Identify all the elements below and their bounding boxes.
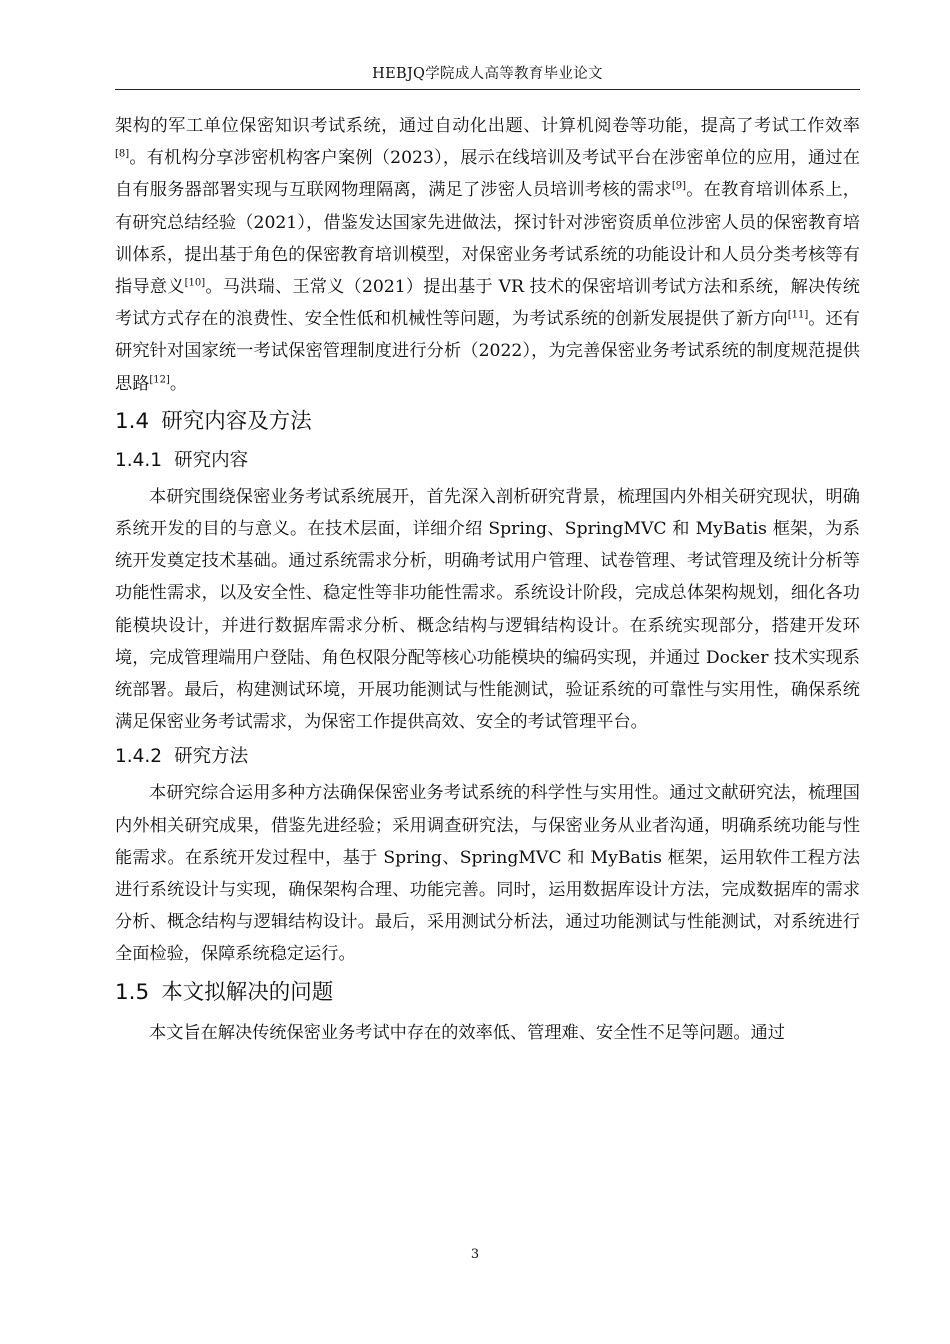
citation-8: [8] <box>115 148 130 160</box>
header-rule <box>115 89 860 90</box>
section-heading-1-5 <box>115 976 860 1010</box>
section-title: 研究内容及方法 <box>161 408 312 434</box>
text-run: 。 <box>169 373 188 394</box>
subsection-heading-1-4-1 <box>115 446 860 476</box>
paragraph-research-method: 本研究综合运用多种方法确保保密业务考试系统的科学性与实用性。通过文献研究法，梳理国内外相关研究成果，借鉴先进经验；采用调查研究法，与保密业务从业者沟通，明确系统功能与性能需求。在系统开发过程中，基于 Spring、SpringMVC 和 MyBatis 框架，运用软件工程方法进行系统设计与实现，确保架构合理、功能完善。同时，运用数据库设计方法，完成数据库的需求分析、概念结构与逻辑结构设计。最后，采用测试分析法，通过功能测试与性能测试，对系统进行全面检验，保障系统稳定运行。 <box>115 783 860 965</box>
text-run: 。在教育培训体系上，有研究总结经验（2021），借鉴发达国家先进做法，探讨针对涉密资质单位涉密人员的保密教育培训体系，提出基于角色的保密教育培训模型，对保密业务考试系统的功能设计和人员分类考核等有指导意义 <box>115 180 860 298</box>
paragraph-literature-review <box>115 110 860 400</box>
citation-12: [12] <box>149 373 170 385</box>
section-heading-1-4 <box>115 405 860 439</box>
section-number: 1.5 <box>115 979 150 1005</box>
text-run: 。还有研究针对国家统一考试保密管理制度进行分析（2022），为完善保密业务考试系统的制度规范提供思路 <box>115 309 860 394</box>
text-run: 。马洪瑞、王常义（2021）提出基于 VR 技术的保密培训考试方法和系统，解决传统考试方式存在的浪费性、安全性低和机械性等问题，为考试系统的创新发展提供了新方向 <box>115 277 860 330</box>
citation-10: [10] <box>184 277 206 289</box>
section-title: 本文拟解决的问题 <box>161 979 334 1005</box>
page-body <box>115 110 860 1049</box>
subsection-heading-1-4-2 <box>115 742 860 772</box>
section-title: 研究方法 <box>174 746 249 768</box>
citation-11: [11] <box>787 309 809 321</box>
running-header: HEBJQ学院成人高等教育毕业论文 <box>372 66 603 82</box>
text-run: 。有机构分享涉密机构客户案例（2023），展示在线培训及考试平台在涉密单位的应用，通过在自有服务器部署实现与互联网物理隔离，满足了涉密人员培训考核的需求 <box>115 148 860 201</box>
text-run: 架构的军工单位保密知识考试系统，通过自动化出题、计算机阅卷等功能，提高了考试工作效率 <box>115 116 860 136</box>
section-title: 研究内容 <box>174 449 249 471</box>
page-number: 3 <box>470 1247 480 1262</box>
paragraph-research-content: 本研究围绕保密业务考试系统展开，首先深入剖析研究背景，梳理国内外相关研究现状，明确系统开发的目的与意义。在技术层面，详细介绍 Spring、SpringMVC 和 MyBatis 框架，为系统开发奠定技术基础。通过系统需求分析，明确考试用户管理、试卷管理、考试管理及统计分析等功能性需求，以及安全性、稳定性等非功能性需求。系统设计阶段，完成总体架构规划，细化各功能模块设计，并进行数据库需求分析、概念结构与逻辑结构设计。在系统实现部分，搭建开发环境，完成管理端用户登陆、角色权限分配等核心功能模块的编码实现，并通过 Docker 技术实现系统部署。最后，构建测试环境，开展功能测试与性能测试，验证系统的可靠性与实用性，确保系统满足保密业务考试需求，为保密工作提供高效、安全的考试管理平台。 <box>115 486 860 733</box>
section-number: 1.4.2 <box>115 746 163 768</box>
section-number: 1.4 <box>115 408 150 434</box>
paragraph-problems: 本文旨在解决传统保密业务考试中存在的效率低、管理难、安全性不足等问题。通过 <box>149 1022 785 1043</box>
section-number: 1.4.1 <box>115 449 163 471</box>
citation-9: [9] <box>671 180 686 192</box>
